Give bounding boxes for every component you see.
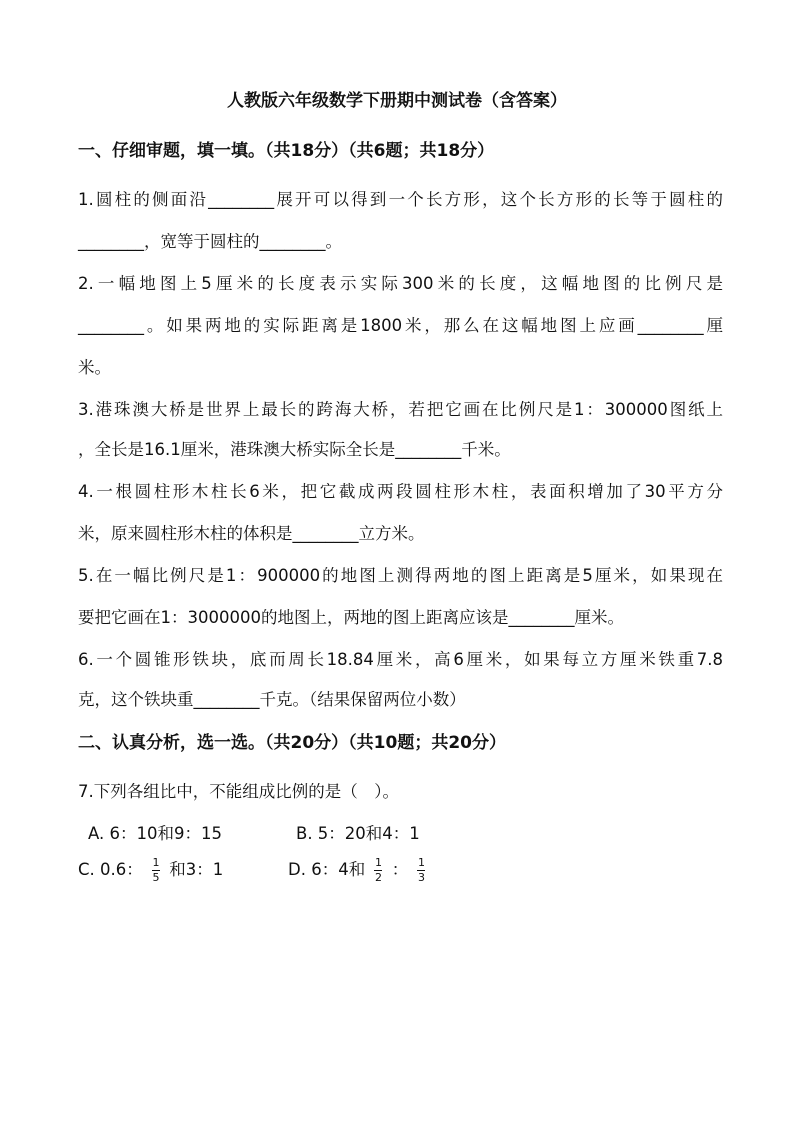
question-5-line-2: 要把它画在1：3000000的地图上，两地的图上距离应该是________厘米。	[78, 608, 624, 627]
question-1-line-2: ________，宽等于圆柱的________。	[78, 232, 342, 251]
option-c-suffix: 和3：1	[169, 860, 224, 879]
question-2-line-1: 2.一幅地图上5厘米的长度表示实际300米的长度，这幅地图的比例尺是	[78, 274, 723, 293]
question-4-line-1: 4.一根圆柱形木柱长6米，把它截成两段圆柱形木柱，表面积增加了30平方分	[78, 482, 723, 501]
fraction-numerator: 1	[417, 856, 425, 869]
question-7-option-c[interactable]	[78, 856, 223, 884]
question-1-line-1: 1.圆柱的侧面沿________展开可以得到一个长方形，这个长方形的长等于圆柱的	[78, 190, 723, 209]
page-title: 人教版六年级数学下册期中测试卷（含答案）	[227, 91, 567, 111]
question-2-line-3: 米。	[78, 358, 111, 377]
option-d-fraction-2	[417, 857, 425, 884]
fraction-numerator: 1	[152, 856, 160, 869]
question-2-line-2: ________。如果两地的实际距离是1800米，那么在这幅地图上应画________厘	[78, 316, 723, 335]
question-3-line-1: 3.港珠澳大桥是世界上最长的跨海大桥，若把它画在比例尺是1：300000图纸上	[78, 400, 723, 419]
question-3-line-2: ，全长是16.1厘米，港珠澳大桥实际全长是________千米。	[78, 440, 511, 459]
option-d-fraction-1	[374, 857, 382, 884]
option-c-fraction	[152, 857, 160, 884]
section-2-heading: 二、认真分析，选一选。（共20分）（共10题；共20分）	[78, 733, 506, 753]
option-c-prefix: C. 0.6：	[78, 860, 143, 879]
question-6-line-1: 6.一个圆锥形铁块，底而周长18.84厘米，高6厘米，如果每立方厘米铁重7.8	[78, 650, 723, 669]
fraction-denominator: 5	[152, 871, 160, 884]
question-6-line-2: 克，这个铁块重________千克。（结果保留两位小数）	[78, 690, 466, 709]
option-d-prefix: D. 6：4和	[288, 860, 366, 879]
fraction-denominator: 3	[417, 871, 425, 884]
question-7-stem: 7.下列各组比中，不能组成比例的是（ ）。	[78, 782, 399, 801]
question-7-option-a[interactable]: A. 6：10和9：15	[88, 824, 222, 843]
question-7-option-b[interactable]: B. 5：20和4：1	[296, 824, 420, 843]
question-5-line-1: 5.在一幅比例尺是1：900000的地图上测得两地的图上距离是5厘米，如果现在	[78, 566, 723, 585]
fraction-denominator: 2	[374, 871, 382, 884]
section-1-heading: 一、仔细审题，填一填。（共18分）（共6题；共18分）	[78, 141, 495, 161]
question-4-line-2: 米，原来圆柱形木柱的体积是________立方米。	[78, 524, 425, 543]
question-7-option-d[interactable]	[288, 856, 429, 884]
fraction-numerator: 1	[374, 856, 382, 869]
option-d-colon: ：	[391, 860, 409, 879]
